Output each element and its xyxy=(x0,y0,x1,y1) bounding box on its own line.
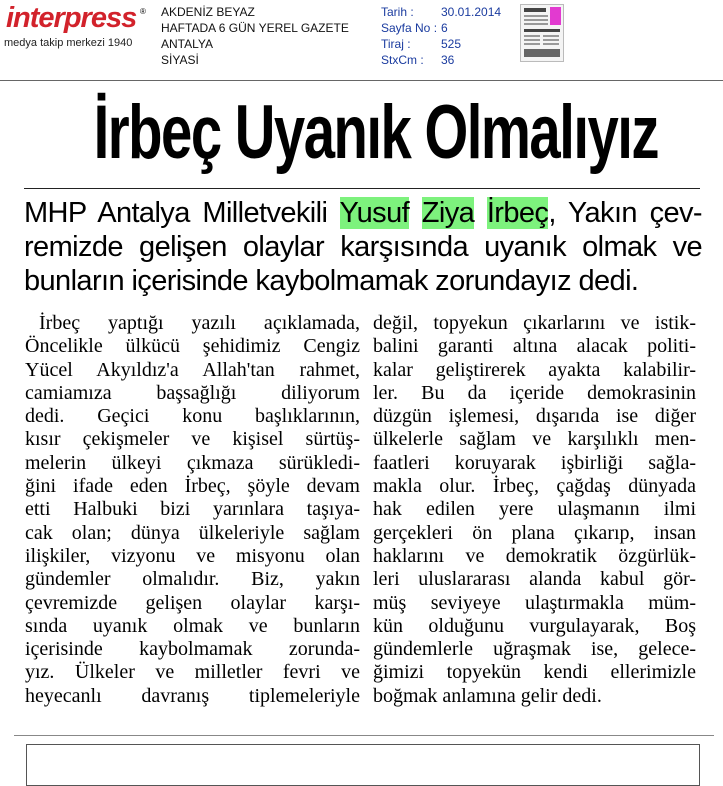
meta-value: 30.01.2014 xyxy=(441,5,502,19)
meta-label: Tiraj : xyxy=(381,37,411,51)
body-line: ğimizi topyekün kendi ellerimizle xyxy=(373,661,696,684)
publication-frequency: HAFTADA 6 GÜN YEREL GAZETE xyxy=(161,21,349,35)
body-line: gündemlerle uğraşmak ise, gelece- xyxy=(373,638,696,661)
highlighted-term: Ziya xyxy=(421,197,475,229)
body-line: hak edilen yere ulaşmanın ilmi xyxy=(373,498,696,521)
thumbnail-line xyxy=(524,23,548,25)
thumbnail-line xyxy=(543,39,559,41)
meta-label: Sayfa No : xyxy=(381,21,438,35)
lead-text: MHP Antalya Milletvekili xyxy=(24,197,340,229)
body-line: yız. Ülkeler ve milletler fevri ve xyxy=(25,661,360,684)
article-headline: İrbeç Uyanık Olmalıyız xyxy=(93,90,659,175)
interpress-logo: interpress xyxy=(6,2,137,34)
logo-tagline: medya takip merkezi 1940 xyxy=(4,37,133,49)
meta-value: 6 xyxy=(441,21,448,35)
body-line: cak olan; dünya ülkeleriyle sağlam xyxy=(25,521,360,544)
highlighted-term: İrbeç xyxy=(486,197,549,229)
body-line: çevremizde gelişen olaylar karşı- xyxy=(25,591,360,614)
body-line: müş seviyeye ulaştırmakla müm- xyxy=(373,591,696,614)
meta-page xyxy=(381,20,511,36)
body-line: heyecanlı davranış tiplemeleriyle xyxy=(25,684,360,707)
thumbnail-line xyxy=(524,35,540,37)
thumbnail-block xyxy=(524,29,560,32)
meta-label: StxCm : xyxy=(381,53,424,67)
meta-date xyxy=(381,4,511,20)
lead-line: bunların içerisinde kaybolmamak zorundayız dedi. xyxy=(24,265,639,297)
article-lead xyxy=(24,196,702,298)
publication-city: ANTALYA xyxy=(161,37,214,51)
body-line: kısır çekişmeler ve kişisel sürtüş- xyxy=(25,428,360,451)
highlighted-term: Yusuf xyxy=(339,197,410,229)
body-line: İrbeç yaptığı yazılı açıklamada, xyxy=(39,312,360,334)
body-line: sında uyanık olmak ve bunların xyxy=(25,614,360,637)
meta-value: 525 xyxy=(441,37,462,51)
body-line: ler. Bu da içeride demokrasinin xyxy=(373,381,696,404)
body-line: gerçekleri ön plana çıkarıp, insan xyxy=(373,521,696,544)
body-line: camiamıza başsağlığı diliyorum xyxy=(25,381,360,404)
lead-text: , Yakın çev- xyxy=(548,197,702,229)
body-line: leri uluslararası alanda kabul gör- xyxy=(373,568,696,591)
body-line: ülkelerle sağlam ve karşılıklı men- xyxy=(373,428,696,451)
publication-name: AKDENİZ BEYAZ xyxy=(161,5,255,19)
body-line: haklarını ve demokratik özgürlük- xyxy=(373,544,696,567)
body-line: boğmak anlamına gelir dedi. xyxy=(373,684,602,707)
thumbnail-line xyxy=(543,43,559,45)
meta-column-cm xyxy=(381,52,511,68)
publication-info xyxy=(161,4,349,68)
body-line: ilişkiler, vizyonu ve misyonu olan xyxy=(25,544,360,567)
thumbnail-line xyxy=(524,15,548,17)
article-column-1 xyxy=(25,312,360,708)
thumbnail-line xyxy=(543,35,559,37)
body-line: melerin ülkeyi çıkmaza sürükledi- xyxy=(25,451,360,474)
headline-divider xyxy=(24,188,700,189)
next-article-frame xyxy=(26,744,700,786)
body-line: kün olduğunu vurgulayarak, Boş xyxy=(373,614,696,637)
body-line: dedi. Geçici konu başlıklarının, xyxy=(25,405,360,428)
body-line: gündemler olmalıdır. Biz, yakın xyxy=(25,568,360,591)
body-line: Öncelikle ülkücü şehidimiz Cengiz xyxy=(25,335,360,358)
meta-value: 36 xyxy=(441,53,455,67)
article-location-marker xyxy=(550,7,561,25)
article-column-2 xyxy=(373,312,696,708)
thumbnail-block xyxy=(524,49,560,57)
body-line: balini garanti altına alacak politi- xyxy=(373,335,696,358)
publication-category: SİYASİ xyxy=(161,53,199,67)
clipping-meta xyxy=(381,4,511,68)
body-line: ğini ifade eden İrbeç, şöyle devam xyxy=(25,475,360,498)
thumbnail-block xyxy=(524,8,546,12)
lead-line: remizde gelişen olaylar karşısında uyanık olmak ve xyxy=(24,231,702,263)
meta-label: Tarih : xyxy=(381,5,414,19)
body-line: düzgün işlemesi, dışarıda ise diğer xyxy=(373,405,696,428)
registered-mark: ® xyxy=(140,7,146,16)
page-thumbnail[interactable] xyxy=(520,4,564,62)
thumbnail-line xyxy=(524,19,548,21)
body-line: etti Halbuki bizi yarınlara taşıya- xyxy=(25,498,360,521)
footer-divider xyxy=(14,735,714,736)
thumbnail-line xyxy=(524,39,540,41)
body-line: Yücel Akyıldız'a Allah'tan rahmet, xyxy=(25,358,360,381)
meta-circulation xyxy=(381,36,511,52)
body-line: içerisinde kaybolmamak zorunda- xyxy=(25,638,360,661)
body-line: makla olur. İrbeç, çağdaş dünyada xyxy=(373,475,696,498)
body-line: kalar geliştirerek ayakta kalabilir- xyxy=(373,358,696,381)
body-line: faatleri koruyarak işbirliği sağla- xyxy=(373,451,696,474)
lead-line xyxy=(24,196,702,230)
thumbnail-line xyxy=(524,43,540,45)
clipping-header xyxy=(0,0,723,80)
body-line: değil, topyekun çıkarlarını ve istik- xyxy=(373,312,696,334)
